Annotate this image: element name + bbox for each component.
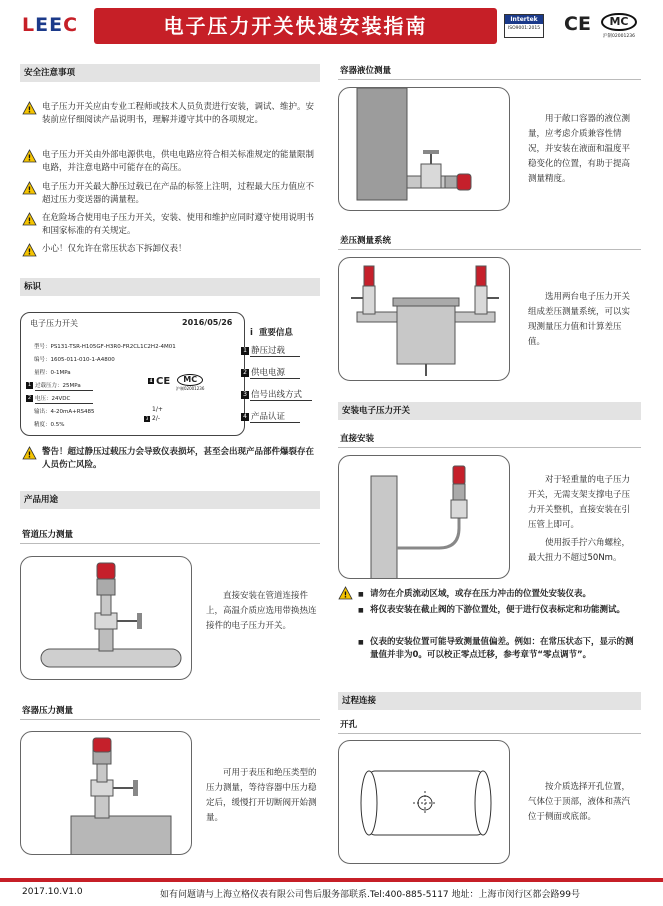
plate-accuracy: 精度：0.5% (34, 422, 65, 428)
svg-text:!: ! (27, 105, 32, 115)
direct-install-text1: 对于轻重量的电子压力开关，无需支架支撑电子压力开关整机，直接安装在引压管上即可。 (528, 475, 631, 530)
level-measurement-illustration (339, 88, 510, 211)
hole-title: 开孔 (340, 720, 358, 730)
dp-system-title: 差压测量系统 (340, 236, 392, 246)
warning-icon (22, 243, 37, 257)
warning-icon (22, 212, 37, 226)
direct-install-title: 直接安装 (340, 434, 375, 444)
intertek-cert-badge: Intertek ISO9001:2015 (504, 14, 544, 38)
footer-version: 2017.10.V1.0 (22, 887, 83, 897)
vessel-pressure-image (20, 731, 192, 855)
legend-overload: 1 静压过载 (241, 344, 285, 356)
section-process-connection: 过程连接 (338, 692, 641, 710)
legend-certification: 4 产品认证 (241, 410, 285, 422)
warning-icon (22, 149, 37, 163)
page-title: 电子压力开关快速安装指南 (94, 8, 497, 44)
svg-text:!: ! (343, 590, 348, 600)
plate-power: 2 电压：24VDC (27, 395, 71, 402)
section-install: 安装电子压力开关 (338, 402, 641, 420)
level-measurement-text: 用于敞口容器的液位测量，应考虑介质兼容性情况，并安装在液面和温度平稳变化的位置，有助于提高测量精度。 (528, 114, 631, 184)
hole-image (338, 740, 510, 864)
svg-text:!: ! (27, 216, 32, 226)
plate-range: 量程：0-1MPa (34, 370, 71, 376)
vessel-pressure-text: 可用于表压和绝压类型的压力测量，等待容器中压力稳定后，缓慢打开切断阀开始测量。 (206, 768, 317, 823)
dp-system-text: 选用两台电子压力开关组成差压测量系统，可以实现测量压力值和计算差压值。 (528, 292, 631, 347)
legend-signal: 3 信号出线方式 (241, 388, 302, 400)
plate-model: 型号：PS131-TSR-H105GF-H3R0-FR2CL1C2H2-4M01 (34, 344, 176, 350)
mc-mark: MC 沪制02001236 (603, 15, 635, 39)
pipe-pressure-image (20, 556, 192, 680)
ce-mark: CE (564, 13, 591, 35)
level-measurement-image (338, 87, 510, 211)
svg-text:!: ! (27, 185, 32, 195)
pipe-pressure-illustration (21, 557, 192, 680)
plate-mc-mark: MC 沪制02001236 (176, 375, 205, 391)
level-measurement-title: 容器液位测量 (340, 66, 392, 76)
leec-logo: LEEC (22, 14, 79, 36)
plate-overload: 1 过载压力：25MPa (27, 382, 81, 389)
pipe-pressure-title: 管道压力测量 (22, 530, 74, 540)
warning-icon (22, 446, 37, 460)
hole-text: 按介质选择开孔位置，气体位于顶部，液体和蒸汽位于侧面或底部。 (528, 782, 631, 822)
svg-text:!: ! (27, 247, 32, 257)
plate-title: 电子压力开关 (30, 319, 78, 328)
plate-serial: 编号：1605-011-010-1-A4800 (34, 357, 115, 363)
dp-system-illustration (339, 258, 510, 381)
warning-icon (22, 101, 37, 115)
section-usage: 产品用途 (20, 491, 320, 509)
warning-icon (22, 181, 37, 195)
important-info-title: i 重要信息 (250, 328, 293, 338)
plate-wire-plus: 1/+ (152, 406, 163, 413)
legend-power: 2 供电电源 (241, 366, 285, 378)
vessel-pressure-title: 容器压力测量 (22, 706, 74, 716)
dp-system-image (338, 257, 510, 381)
vessel-pressure-illustration (21, 732, 192, 855)
svg-text:!: ! (27, 153, 32, 163)
footer-bar (0, 878, 663, 882)
pipe-pressure-text: 直接安装在管道连接件上，高温介质应选用带换热连接件的电子压力开关。 (206, 591, 317, 631)
info-icon: i (250, 328, 253, 338)
plate-wire-minus: 3 2/- (145, 415, 161, 422)
section-label: 标识 (20, 278, 320, 296)
direct-install-illustration (339, 456, 510, 579)
footer-contact: 如有问题请与上海立格仪表有限公司售后服务部联系.Tel:400-885-5117 地址：上海市闵行区都会路99号 (160, 890, 580, 900)
plate-ce-mark: 4 CE (149, 376, 171, 387)
plate-date: 2016/05/26 (182, 318, 233, 327)
svg-text:!: ! (27, 450, 32, 460)
section-safety: 安全注意事项 (20, 64, 320, 82)
plate-output: 输出：4-20mA+RS485 (34, 409, 95, 415)
warning-icon (338, 586, 353, 600)
direct-install-image (338, 455, 510, 579)
direct-install-text2: 使用扳手拧六角螺栓，最大扭力不超过50Nm。 (528, 538, 631, 563)
hole-illustration (339, 741, 510, 864)
